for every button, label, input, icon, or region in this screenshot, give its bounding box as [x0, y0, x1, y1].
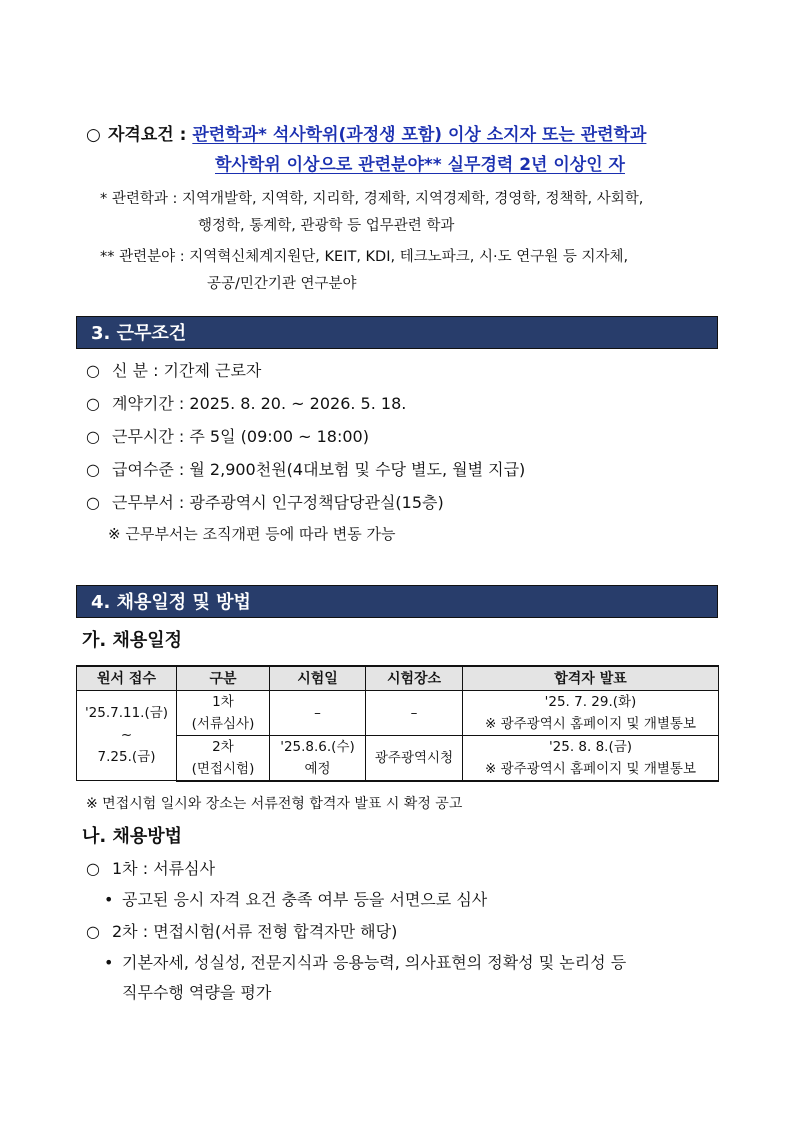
table-header: 시험장소	[366, 666, 463, 690]
list-item	[86, 948, 626, 978]
stage-label: 1차	[212, 693, 234, 710]
result-note: ※ 광주광역시 홈페이지 및 개별통보	[484, 715, 697, 732]
related-field-note-cont: 공공/민간기관 연구분야	[207, 276, 357, 292]
list-item	[86, 420, 525, 453]
bullet-dot-icon: •	[104, 953, 114, 972]
apply-start: '25.7.11.(금)	[84, 705, 169, 722]
schedule-subheading: 가. 채용일정	[82, 630, 183, 651]
section-4-header: 4. 채용일정 및 방법	[76, 585, 718, 618]
qualification-line-2	[86, 150, 726, 180]
table-note: ※ 면접시험 일시와 장소는 서류전형 합격자 발표 시 확정 공고	[86, 796, 463, 812]
table-header: 구분	[177, 666, 270, 690]
circle-bullet-icon: ○	[86, 460, 100, 479]
interview-date-sub: 예정	[304, 760, 331, 777]
salary-text: 급여수준 : 월 2,900천원(4대보험 및 수당 별도, 월별 지급)	[112, 460, 526, 479]
list-item	[86, 915, 626, 948]
circle-bullet-icon: ○	[86, 361, 100, 380]
list-item	[86, 885, 626, 915]
section-3-header: 3. 근무조건	[76, 316, 718, 349]
schedule-table	[76, 665, 719, 782]
method-subheading: 나. 채용방법	[82, 826, 183, 847]
result-cell	[463, 690, 719, 735]
bullet-dot-icon: •	[104, 890, 114, 909]
table-header-row	[77, 666, 719, 690]
circle-bullet-icon: ○	[86, 427, 100, 446]
department-note: ※ 근무부서는 조직개편 등에 따라 변동 가능	[108, 525, 396, 543]
date-cell	[270, 735, 366, 781]
stage-sub: (서류심사)	[191, 715, 255, 732]
list-item	[86, 453, 525, 486]
place-cell: 광주광역시청	[366, 735, 463, 781]
table-row	[77, 690, 719, 735]
apply-separator: ~	[120, 727, 133, 744]
stage-cell	[177, 690, 270, 735]
table-header: 원서 접수	[77, 666, 177, 690]
work-conditions-list	[86, 354, 525, 549]
list-item	[86, 852, 626, 885]
circle-bullet-icon: ○	[86, 493, 100, 512]
list-item	[86, 486, 525, 519]
step2-detail-cont: 직무수행 역량을 평가	[122, 983, 272, 1002]
table-header: 합격자 발표	[463, 666, 719, 690]
stage-sub: (면접시험)	[191, 760, 255, 777]
step2-text: 2차 : 면접시험(서류 전형 합격자만 해당)	[112, 922, 398, 941]
list-item	[86, 354, 525, 387]
result-cell	[463, 735, 719, 781]
method-list	[86, 852, 626, 1008]
qualification-block	[86, 120, 726, 298]
circle-bullet-icon: ○	[86, 859, 100, 878]
qualification-text-1: 관련학과* 석사학위(과정생 포함) 이상 소지자 또는 관련학과	[192, 125, 647, 145]
related-major-note-cont: 행정학, 통계학, 관광학 등 업무관련 학과	[198, 218, 455, 234]
interview-date: '25.8.6.(수)	[280, 738, 355, 755]
stage-cell	[177, 735, 270, 781]
related-field-note: ** 관련분야 : 지역혁신체계지원단, KEIT, KDI, 테크노파크, 시·도 연구원 등 지자체,	[100, 249, 629, 265]
qualification-text-2: 학사학위 이상으로 관련분야** 실무경력 2년 이상인 자	[215, 155, 625, 175]
qualification-line-1	[86, 120, 726, 150]
result-note: ※ 광주광역시 홈페이지 및 개별통보	[484, 760, 697, 777]
department-text: 근무부서 : 광주광역시 인구정책담당관실(15층)	[112, 493, 444, 512]
apply-end: 7.25.(금)	[97, 749, 156, 766]
circle-bullet-icon: ○	[86, 394, 100, 413]
qualification-label: 자격요건 :	[108, 125, 193, 145]
apply-period-cell	[77, 690, 177, 781]
circle-bullet-icon: ○	[86, 922, 100, 941]
step1-detail: 공고된 응시 자격 요건 충족 여부 등을 서면으로 심사	[122, 890, 488, 909]
status-text: 신 분 : 기간제 근로자	[112, 361, 262, 380]
step1-text: 1차 : 서류심사	[112, 859, 216, 878]
place-cell: –	[366, 690, 463, 735]
table-header: 시험일	[270, 666, 366, 690]
list-item	[86, 387, 525, 420]
contract-period-text: 계약기간 : 2025. 8. 20. ~ 2026. 5. 18.	[112, 394, 407, 413]
step2-detail: 기본자세, 성실성, 전문지식과 응용능력, 의사표현의 정확성 및 논리성 등	[122, 953, 627, 972]
related-major-note: * 관련학과 : 지역개발학, 지역학, 지리학, 경제학, 지역경제학, 경영학, 정책학, 사회학,	[100, 191, 644, 207]
stage-label: 2차	[212, 738, 234, 755]
result-date: '25. 7. 29.(화)	[544, 693, 637, 710]
work-hours-text: 근무시간 : 주 5일 (09:00 ~ 18:00)	[112, 427, 369, 446]
circle-bullet-icon: ○	[86, 125, 101, 145]
result-date: '25. 8. 8.(금)	[548, 738, 633, 755]
date-cell: –	[270, 690, 366, 735]
